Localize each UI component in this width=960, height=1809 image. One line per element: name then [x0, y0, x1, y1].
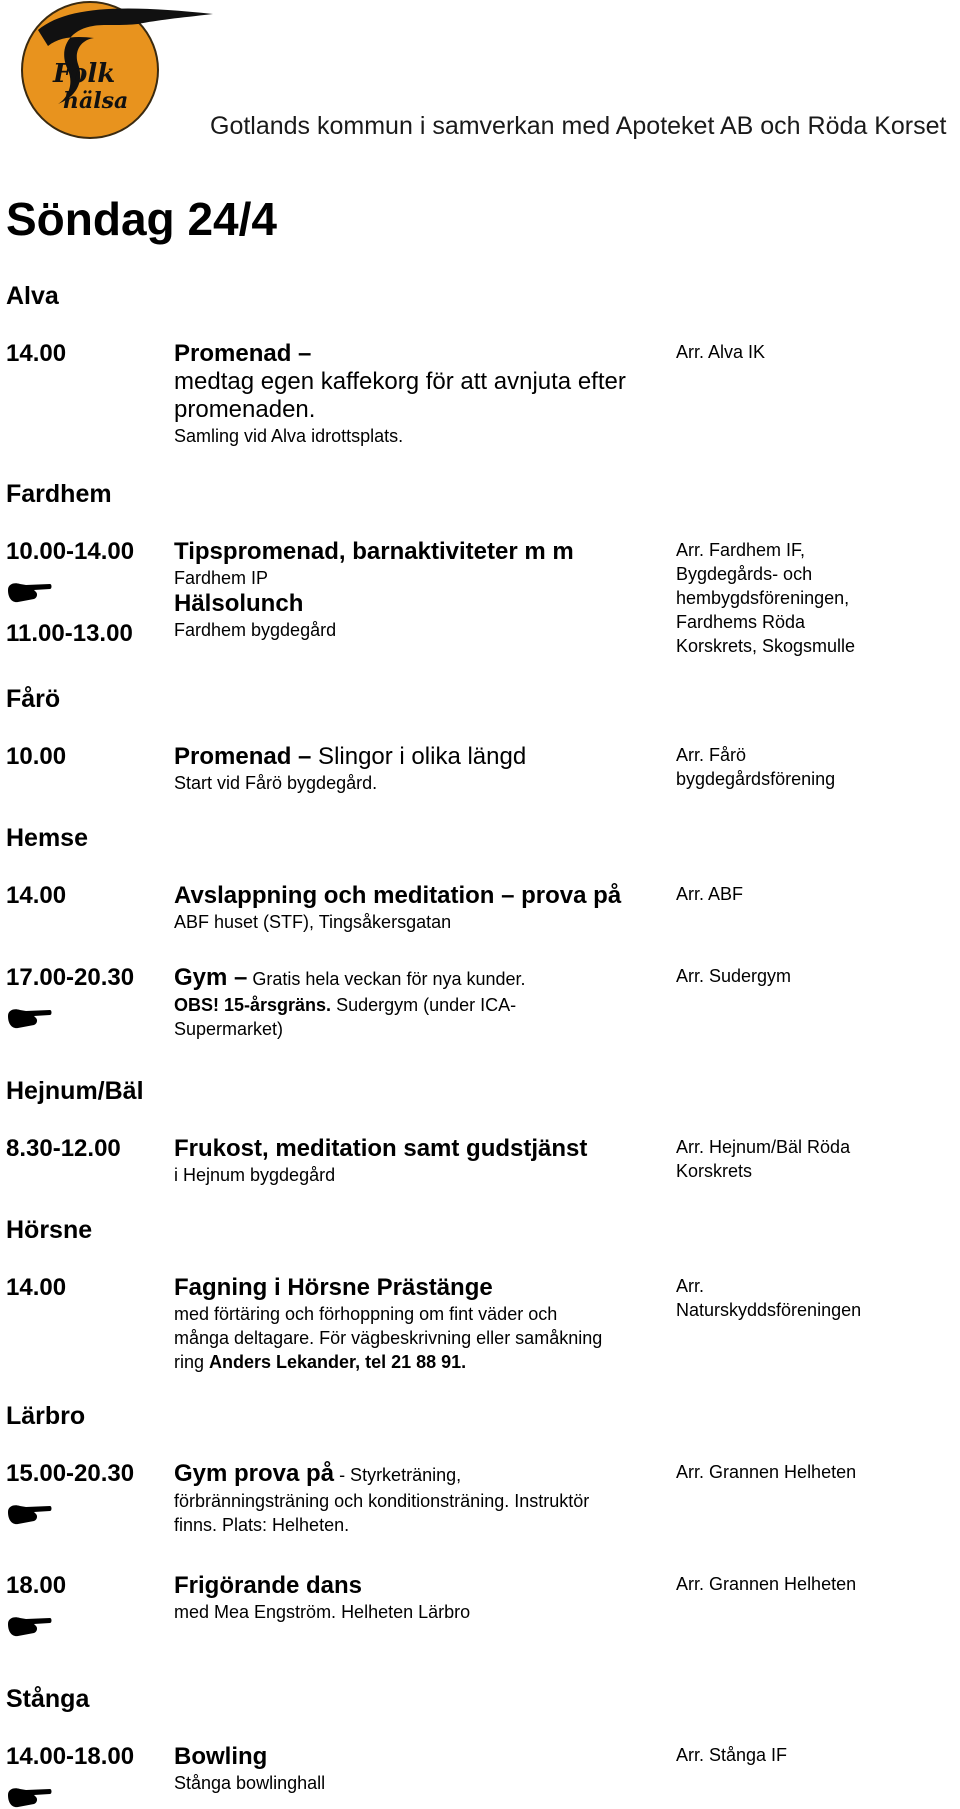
location-alva: Alva — [6, 282, 59, 310]
pointing-hand-icon — [6, 1612, 52, 1638]
event-title-rest: - Styrketräning, — [334, 1465, 462, 1485]
event-time: 11.00-13.00 — [6, 620, 133, 647]
event-time: 8.30-12.00 — [6, 1135, 121, 1162]
pointing-hand-icon — [6, 1004, 52, 1030]
organizer-line: Korskrets, Skogsmulle — [676, 636, 856, 656]
event-organizer — [676, 1274, 936, 1322]
pointing-hand-icon — [6, 1783, 52, 1809]
event-notice: OBS! 15-årsgräns. — [174, 995, 332, 1015]
event-desc-line: Start vid Fårö bygdegård. — [174, 773, 378, 793]
event-title: Frukost, meditation samt gudstjänst — [174, 1135, 588, 1162]
location-stanga: Stånga — [6, 1685, 90, 1713]
event-organizer — [676, 538, 936, 658]
event-title: Frigörande dans — [174, 1572, 363, 1599]
location-horsne: Hörsne — [6, 1216, 93, 1244]
tagline: Gotlands kommun i samverkan med Apoteket AB och Röda Korset — [210, 112, 947, 140]
event-title-rest: Slingor i olika längd — [311, 743, 527, 770]
event-desc-line: förbränningsträning och konditionsträning. Instruktör — [174, 1491, 590, 1511]
event-time: 15.00-20.30 — [6, 1460, 135, 1487]
location-fardhem: Fardhem — [6, 480, 112, 508]
event-desc-line: med förtäring och förhoppning om fint väder och — [174, 1304, 558, 1324]
event-time: 14.00 — [6, 1274, 67, 1301]
location-larbro: Lärbro — [6, 1402, 86, 1430]
organizer-line: bygdegårdsförening — [676, 769, 836, 789]
folkhalsa-logo — [8, 0, 223, 140]
header — [0, 0, 960, 150]
event-desc-line: i Hejnum bygdegård — [174, 1165, 336, 1185]
event-desc-line: Sudergym (under ICA- — [331, 995, 517, 1015]
organizer-line: Naturskyddsföreningen — [676, 1300, 862, 1320]
event-title: Bowling — [174, 1743, 268, 1770]
organizer-line: Arr. — [676, 1276, 705, 1296]
event-title: Fagning i Hörsne Prästänge — [174, 1274, 493, 1301]
pointing-hand-icon — [6, 1500, 52, 1526]
event-desc-line: med Mea Engström. Helheten Lärbro — [174, 1602, 471, 1622]
event-organizer: Arr. Stånga IF — [676, 1745, 788, 1765]
organizer-line: Arr. Fardhem IF, — [676, 540, 806, 560]
event-desc-line: ABF huset (STF), Tingsåkersgatan — [174, 912, 452, 932]
event-organizer — [676, 1135, 936, 1183]
organizer-line: Korskrets — [676, 1161, 753, 1181]
event-title: Avslappning och meditation – prova på — [174, 882, 622, 909]
event-title: Hälsolunch — [174, 590, 304, 617]
event-desc-line: Samling vid Alva idrottsplats. — [174, 426, 404, 446]
event-desc-line: Stånga bowlinghall — [174, 1773, 326, 1793]
event-time: 14.00 — [6, 882, 67, 909]
event-title-rest: Gratis hela veckan för nya kunder. — [247, 969, 526, 989]
page-title: Söndag 24/4 — [6, 193, 277, 245]
location-faro: Fårö — [6, 685, 61, 713]
event-organizer: Arr. Grannen Helheten — [676, 1462, 857, 1482]
event-desc-line: Supermarket) — [174, 1019, 284, 1039]
pointing-hand-icon — [6, 578, 52, 604]
organizer-line: Bygdegårds- och — [676, 564, 813, 584]
event-title: Promenad – — [174, 743, 312, 770]
event-title: Tipspromenad, barnaktiviteter m m — [174, 538, 574, 565]
event-desc-line: ring — [174, 1352, 210, 1372]
event-desc-line: många deltagare. För vägbeskrivning eller samåkning — [174, 1328, 603, 1348]
event-desc-line: Fardhem IP — [174, 568, 269, 588]
event-title: Promenad – — [174, 340, 312, 367]
event-time: 18.00 — [6, 1572, 67, 1599]
event-time: 17.00-20.30 — [6, 964, 135, 991]
organizer-line: Arr. Fårö — [676, 745, 747, 765]
event-organizer: Arr. Grannen Helheten — [676, 1574, 857, 1594]
location-hemse: Hemse — [6, 824, 88, 852]
event-time: 14.00 — [6, 340, 67, 367]
event-desc-line: medtag egen kaffekorg för att avnjuta efter — [174, 368, 626, 395]
event-time: 14.00-18.00 — [6, 1743, 135, 1770]
event-organizer: Arr. ABF — [676, 884, 744, 904]
event-time: 10.00-14.00 — [6, 538, 135, 565]
event-organizer — [676, 743, 936, 791]
logo-text-2: hälsa — [63, 88, 129, 114]
organizer-line: Fardhems Röda — [676, 612, 806, 632]
location-hejnum: Hejnum/Bäl — [6, 1077, 144, 1105]
logo-text-1: Folk — [53, 59, 116, 89]
event-title: Gym prova på — [174, 1460, 335, 1487]
event-time: 10.00 — [6, 743, 67, 770]
event-title: Gym – — [174, 964, 248, 991]
organizer-line: hembygdsföreningen, — [676, 588, 850, 608]
event-desc-line: Fardhem bygdegård — [174, 620, 337, 640]
event-organizer: Arr. Sudergym — [676, 966, 792, 986]
event-desc-line: promenaden. — [174, 396, 316, 423]
event-desc-line: finns. Plats: Helheten. — [174, 1515, 350, 1535]
event-organizer: Arr. Alva IK — [676, 342, 766, 362]
event-contact: Anders Lekander, tel 21 88 91. — [209, 1352, 467, 1372]
organizer-line: Arr. Hejnum/Bäl Röda — [676, 1137, 851, 1157]
